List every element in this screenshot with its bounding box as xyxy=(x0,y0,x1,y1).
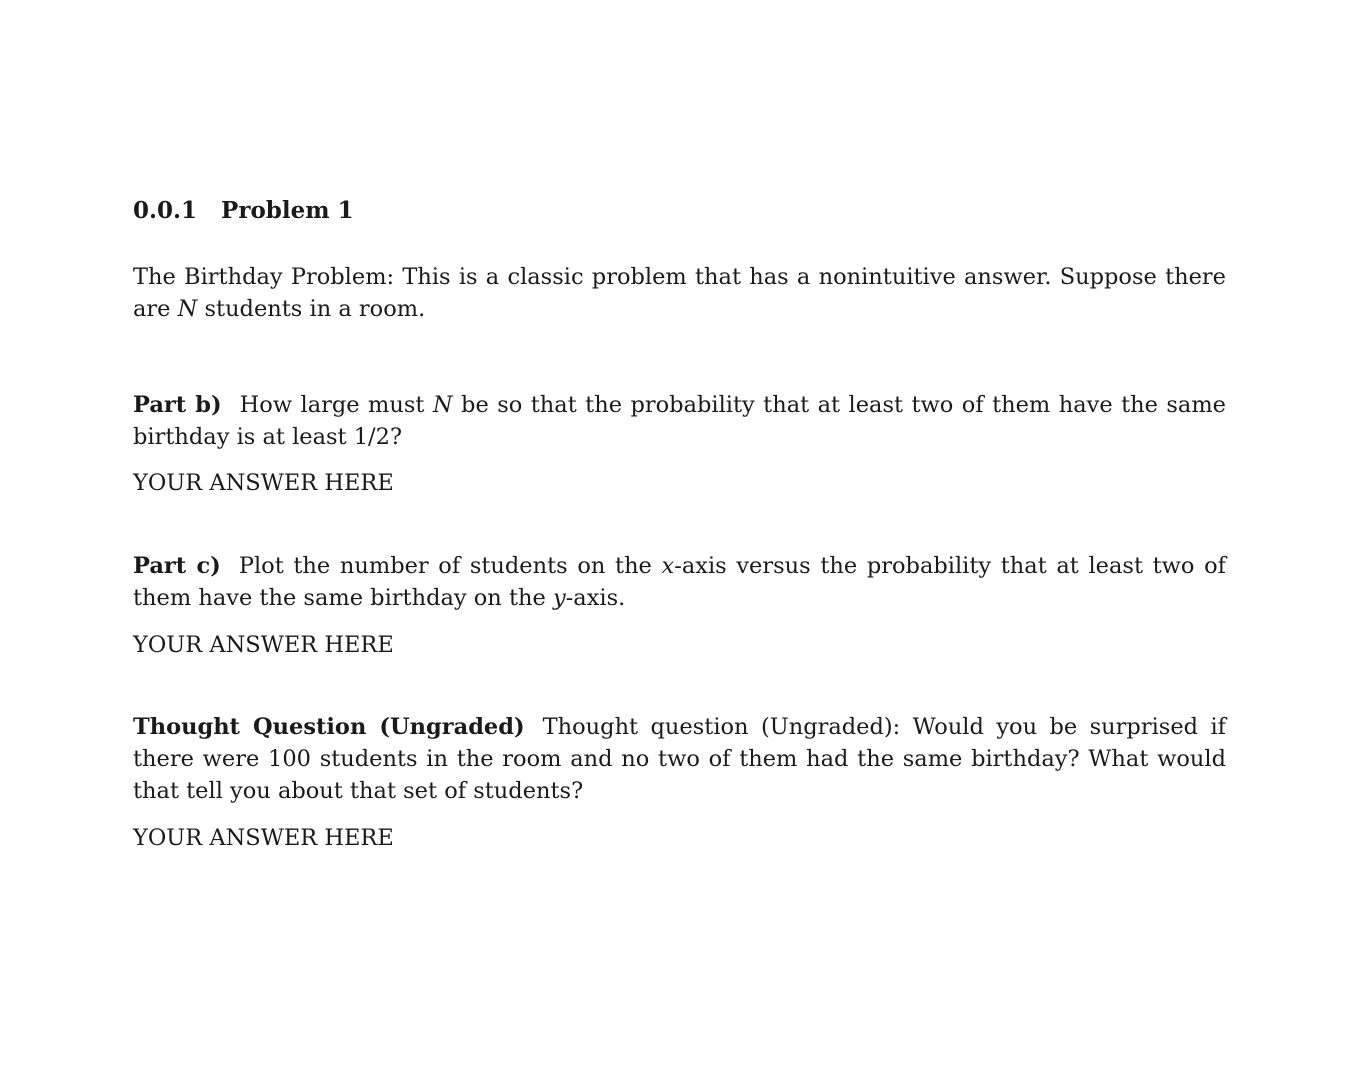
intro-paragraph xyxy=(133,261,1226,325)
thought-text: Thought question (Ungraded): Would you be surprised if there were 100 students in the room and no two of them had the same birthday? What would that tell you about that set of students? xyxy=(133,714,1226,804)
part-b-text-before: How large must xyxy=(239,392,433,418)
thought-answer[interactable]: YOUR ANSWER HERE xyxy=(133,825,394,851)
intro-text-before: The Birthday Problem: This is a classic problem that has a nonintuitive answer. Suppose there are xyxy=(133,264,1226,322)
part-b-title: Part b) xyxy=(133,392,222,418)
part-b-var-n: N xyxy=(432,392,453,418)
part-c-var-y: y xyxy=(552,585,566,611)
thought-paragraph xyxy=(133,711,1226,807)
part-b-answer[interactable]: YOUR ANSWER HERE xyxy=(133,470,394,496)
part-c-text-2: -axis versus the probability that at least two of them have the same birthday on the xyxy=(133,553,1226,611)
part-c-answer[interactable]: YOUR ANSWER HERE xyxy=(133,632,394,658)
part-b-text-after: be so that the probability that at least two of them have the same birthday is at least 1/2? xyxy=(133,392,1226,450)
intro-var-n: N xyxy=(177,296,198,322)
section-heading xyxy=(133,197,354,224)
part-c-text-1: Plot the number of students on the xyxy=(238,553,662,579)
part-c-title: Part c) xyxy=(133,553,221,579)
intro-text-after: students in a room. xyxy=(197,296,426,322)
thought-title: Thought Question (Ungraded) xyxy=(133,714,525,740)
part-c-text-3: -axis. xyxy=(565,585,626,611)
part-c-var-x: x xyxy=(661,553,675,579)
section-title: Problem 1 xyxy=(221,197,354,224)
part-c-paragraph xyxy=(133,550,1226,614)
section-number: 0.0.1 xyxy=(133,197,198,224)
part-b-paragraph xyxy=(133,389,1226,453)
